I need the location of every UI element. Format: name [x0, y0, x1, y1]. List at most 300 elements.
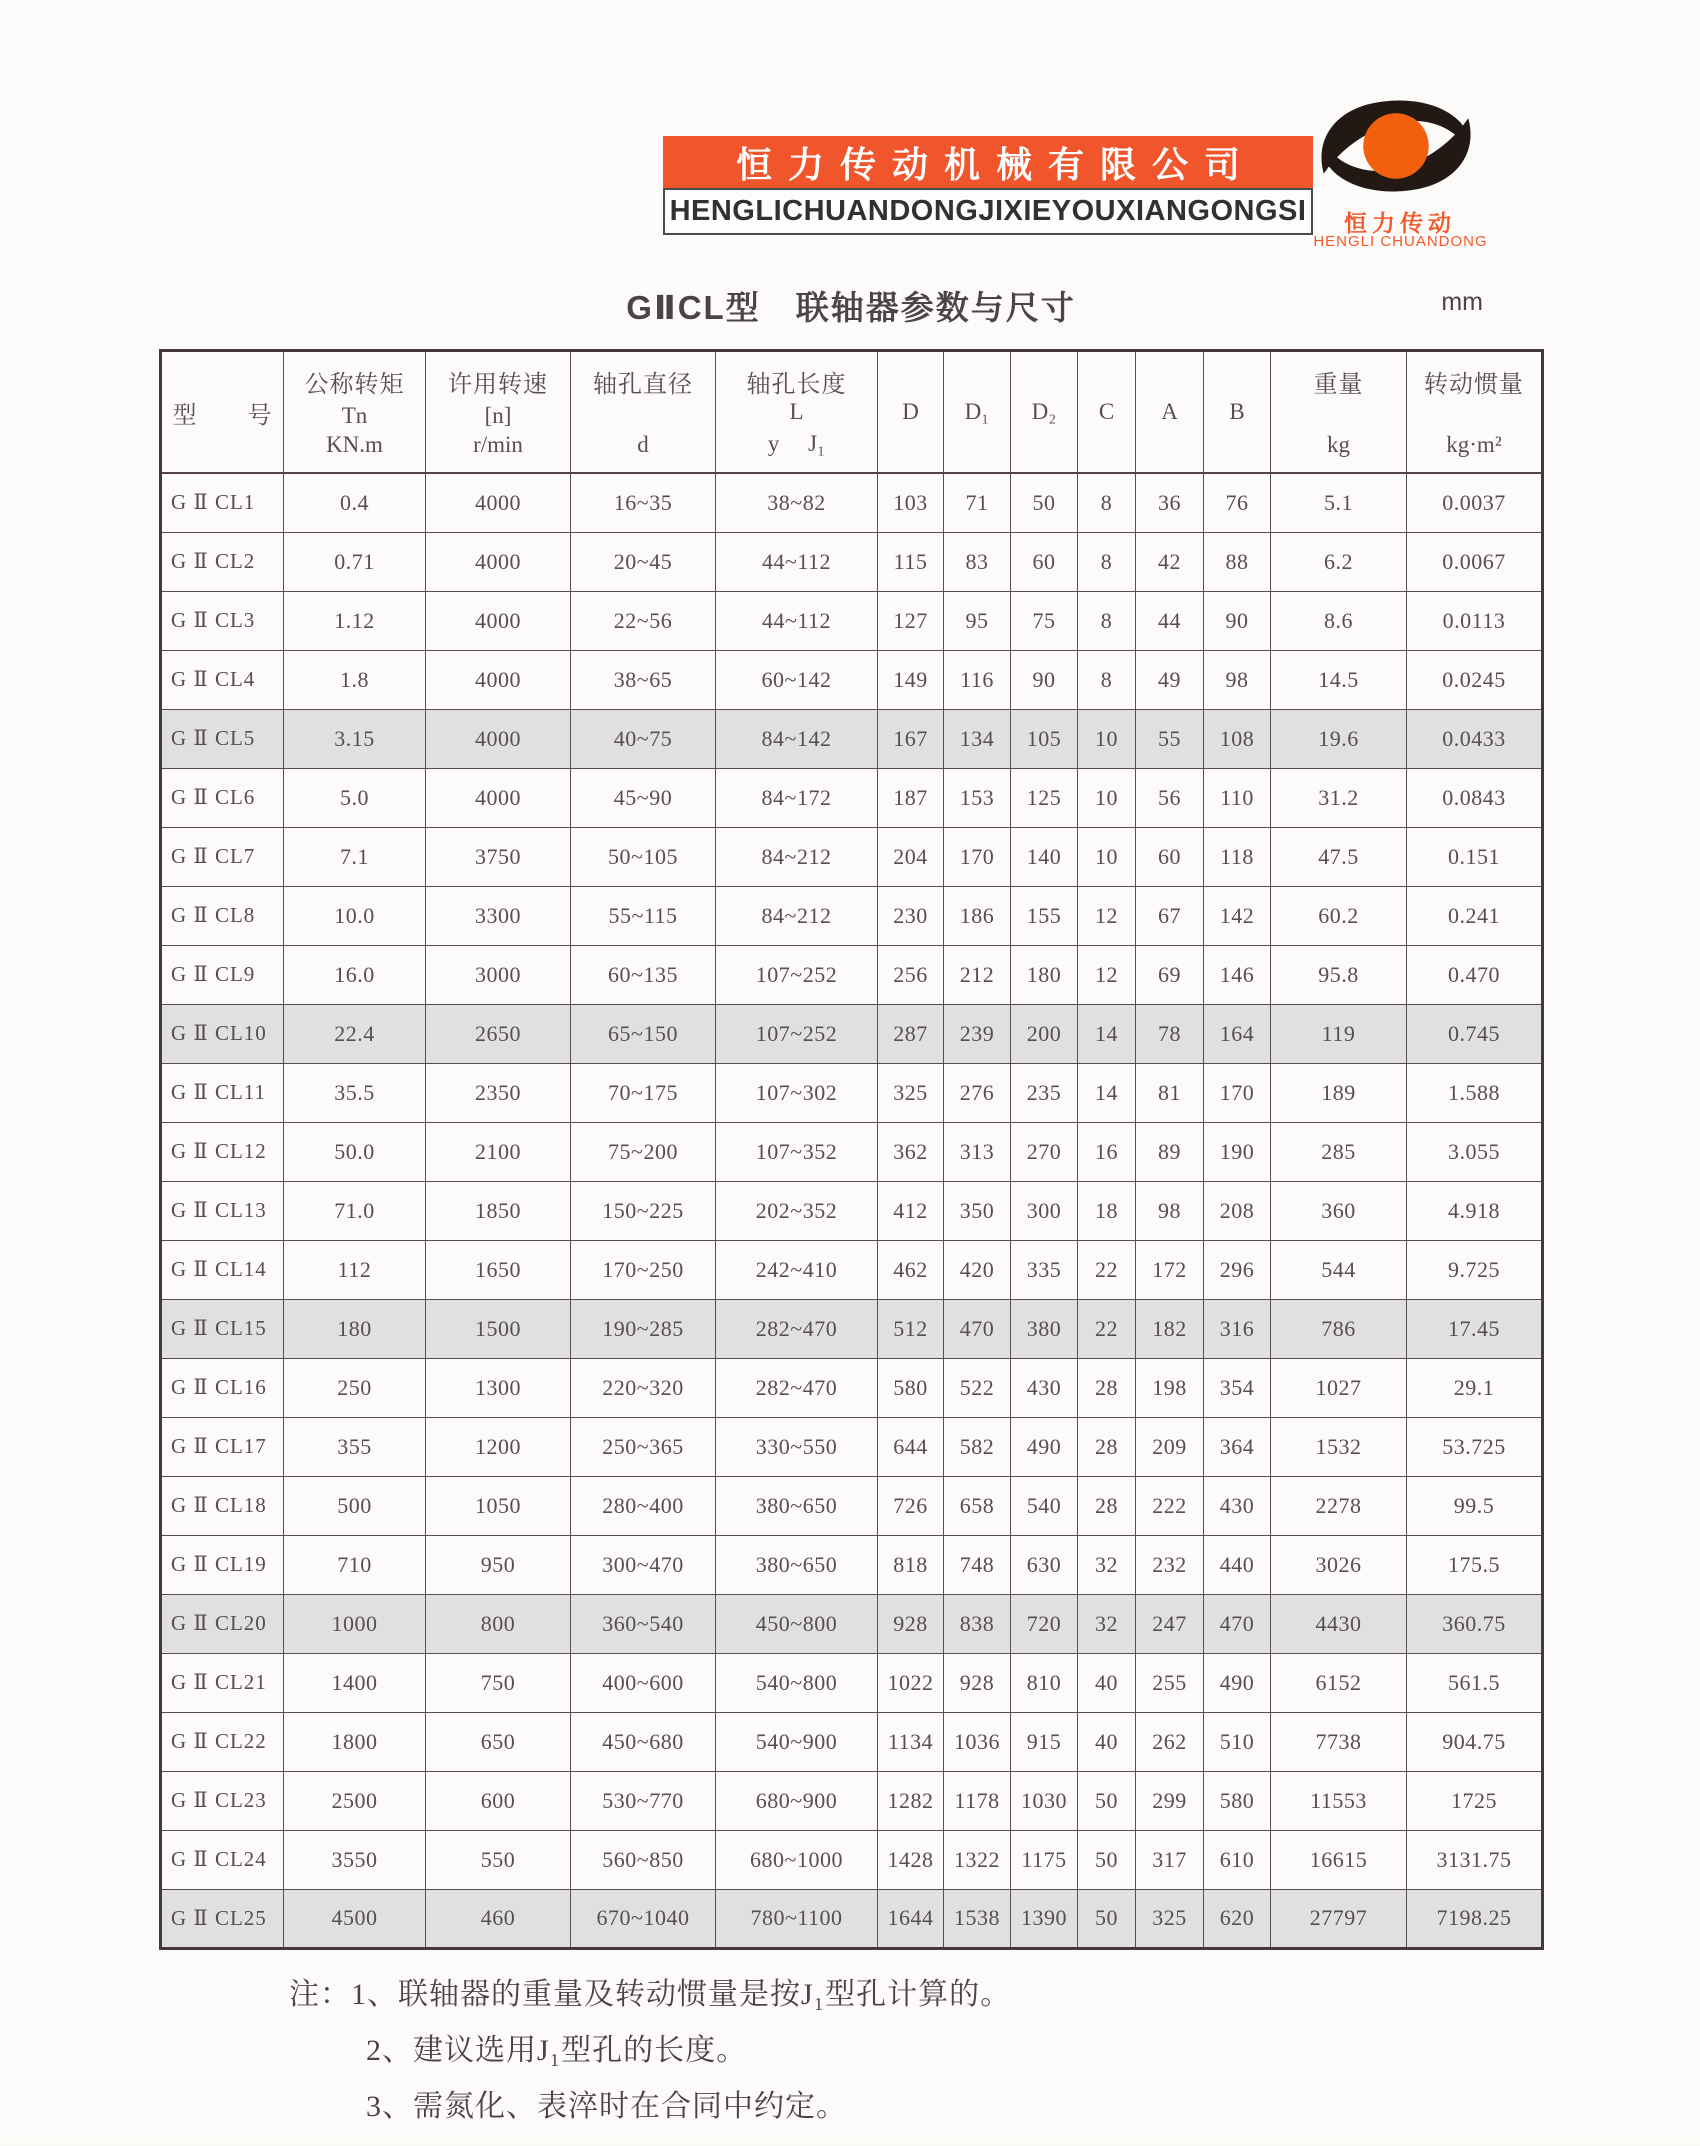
table-cell: 644	[878, 1417, 944, 1476]
table-cell: 50.0	[284, 1122, 426, 1181]
logo-text-cn: 恒力传动	[1344, 210, 1456, 236]
table-row	[161, 1358, 1543, 1417]
table-cell: 4000	[426, 709, 571, 768]
table-cell: 3000	[426, 945, 571, 1004]
table-cell: 8	[1078, 650, 1136, 709]
table-cell: 710	[284, 1535, 426, 1594]
table-cell: 95.8	[1271, 945, 1407, 1004]
table-cell: 1800	[284, 1712, 426, 1771]
table-cell: 10	[1078, 709, 1136, 768]
table-cell: 500	[284, 1476, 426, 1535]
table-cell: 325	[878, 1063, 944, 1122]
col-symbol: L	[789, 399, 804, 424]
table-cell: 239	[944, 1004, 1011, 1063]
table-cell: 10	[1078, 827, 1136, 886]
table-cell: 580	[1204, 1771, 1271, 1830]
table-cell: 726	[878, 1476, 944, 1535]
table-cell: 0.745	[1407, 1004, 1543, 1063]
table-cell: 7738	[1271, 1712, 1407, 1771]
company-name-pinyin: HENGLICHUANDONGJIXIEYOUXIANGONGSI	[669, 195, 1307, 227]
table-cell: 107~302	[716, 1063, 878, 1122]
table-row	[161, 591, 1543, 650]
table-cell: 230	[878, 886, 944, 945]
table-cell: 748	[944, 1535, 1011, 1594]
table-cell: 915	[1011, 1712, 1078, 1771]
table-cell: 116	[944, 650, 1011, 709]
table-cell: 200	[1011, 1004, 1078, 1063]
table-cell: 270	[1011, 1122, 1078, 1181]
table-cell: 3.055	[1407, 1122, 1543, 1181]
col-label: A	[1161, 399, 1178, 424]
table-cell: 250	[284, 1358, 426, 1417]
table-cell: 247	[1136, 1594, 1204, 1653]
note-prefix: 注：	[289, 1978, 351, 2011]
table-cell: 810	[1011, 1653, 1078, 1712]
table-cell: 83	[944, 532, 1011, 591]
table-cell: 28	[1078, 1476, 1136, 1535]
table-cell: 172	[1136, 1240, 1204, 1299]
table-cell: 6.2	[1271, 532, 1407, 591]
table-body	[161, 473, 1543, 1948]
col-D1	[944, 351, 1011, 474]
table-cell: 1390	[1011, 1889, 1078, 1948]
table-cell: 1027	[1271, 1358, 1407, 1417]
table-cell: 22~56	[571, 591, 716, 650]
table-cell: 0.151	[1407, 827, 1543, 886]
table-cell: 44~112	[716, 591, 878, 650]
table-cell: 620	[1204, 1889, 1271, 1948]
table-cell: 10.0	[284, 886, 426, 945]
table-cell: 155	[1011, 886, 1078, 945]
note-line	[289, 1978, 1011, 2011]
table-cell: 40~75	[571, 709, 716, 768]
model-cell: G Ⅱ CL19	[161, 1535, 284, 1594]
model-cell: G Ⅱ CL5	[161, 709, 284, 768]
table-cell: 1282	[878, 1771, 944, 1830]
table-cell: 204	[878, 827, 944, 886]
model-cell: G Ⅱ CL15	[161, 1299, 284, 1358]
table-cell: 530~770	[571, 1771, 716, 1830]
table-cell: 8	[1078, 591, 1136, 650]
col-torque	[284, 351, 426, 474]
col-speed	[426, 351, 571, 474]
table-cell: 325	[1136, 1889, 1204, 1948]
table-cell: 928	[944, 1653, 1011, 1712]
table-cell: 355	[284, 1417, 426, 1476]
table-cell: 7198.25	[1407, 1889, 1543, 1948]
table-cell: 4.918	[1407, 1181, 1543, 1240]
table-cell: 180	[284, 1299, 426, 1358]
model-cell: G Ⅱ CL6	[161, 768, 284, 827]
table-cell: 786	[1271, 1299, 1407, 1358]
model-cell: G Ⅱ CL9	[161, 945, 284, 1004]
table-cell: 16~35	[571, 473, 716, 532]
table-cell: 10	[1078, 768, 1136, 827]
table-row	[161, 1476, 1543, 1535]
table-cell: 364	[1204, 1417, 1271, 1476]
table-cell: 12	[1078, 945, 1136, 1004]
table-cell: 0.241	[1407, 886, 1543, 945]
table-cell: 430	[1011, 1358, 1078, 1417]
table-cell: 582	[944, 1417, 1011, 1476]
table-cell: 630	[1011, 1535, 1078, 1594]
table-cell: 146	[1204, 945, 1271, 1004]
table-cell: 170~250	[571, 1240, 716, 1299]
table-cell: 110	[1204, 768, 1271, 827]
table-cell: 40	[1078, 1653, 1136, 1712]
table-cell: 103	[878, 473, 944, 532]
table-cell: 22	[1078, 1299, 1136, 1358]
table-row	[161, 1594, 1543, 1653]
table-cell: 670~1040	[571, 1889, 716, 1948]
table-cell: 60	[1011, 532, 1078, 591]
table-cell: 250~365	[571, 1417, 716, 1476]
table-cell: 3300	[426, 886, 571, 945]
table-cell: 1178	[944, 1771, 1011, 1830]
table-cell: 107~352	[716, 1122, 878, 1181]
model-cell: G Ⅱ CL21	[161, 1653, 284, 1712]
table-cell: 8	[1078, 532, 1136, 591]
table-cell: 19.6	[1271, 709, 1407, 768]
model-cell: G Ⅱ CL8	[161, 886, 284, 945]
table-cell: 4500	[284, 1889, 426, 1948]
table-cell: 60~135	[571, 945, 716, 1004]
table-cell: 222	[1136, 1476, 1204, 1535]
table-cell: 20~45	[571, 532, 716, 591]
table-cell: 0.0433	[1407, 709, 1543, 768]
table-cell: 150~225	[571, 1181, 716, 1240]
table-cell: 53.725	[1407, 1417, 1543, 1476]
table-cell: 680~900	[716, 1771, 878, 1830]
table-cell: 180	[1011, 945, 1078, 1004]
model-cell: G Ⅱ CL17	[161, 1417, 284, 1476]
model-cell: G Ⅱ CL23	[161, 1771, 284, 1830]
table-cell: 28	[1078, 1417, 1136, 1476]
table-cell: 750	[426, 1653, 571, 1712]
table-cell: 4000	[426, 532, 571, 591]
table-cell: 544	[1271, 1240, 1407, 1299]
table-cell: 190~285	[571, 1299, 716, 1358]
table-cell: 316	[1204, 1299, 1271, 1358]
table-cell: 282~470	[716, 1299, 878, 1358]
table-cell: 7.1	[284, 827, 426, 886]
table-row	[161, 1122, 1543, 1181]
col-unit: r/min	[473, 432, 523, 457]
table-cell: 29.1	[1407, 1358, 1543, 1417]
table-cell: 1175	[1011, 1830, 1078, 1889]
table-cell: 780~1100	[716, 1889, 878, 1948]
title-row	[159, 282, 1543, 324]
table-cell: 1322	[944, 1830, 1011, 1889]
table-cell: 490	[1011, 1417, 1078, 1476]
table-cell: 107~252	[716, 1004, 878, 1063]
table-cell: 360	[1271, 1181, 1407, 1240]
table-cell: 198	[1136, 1358, 1204, 1417]
table-cell: 44~112	[716, 532, 878, 591]
table-cell: 55	[1136, 709, 1204, 768]
table-cell: 98	[1136, 1181, 1204, 1240]
table-cell: 420	[944, 1240, 1011, 1299]
note-line	[289, 2090, 1011, 2123]
table-cell: 1725	[1407, 1771, 1543, 1830]
table-cell: 50	[1078, 1771, 1136, 1830]
table-cell: 153	[944, 768, 1011, 827]
table-cell: 112	[284, 1240, 426, 1299]
table-cell: 400~600	[571, 1653, 716, 1712]
table-cell: 650	[426, 1712, 571, 1771]
table-cell: 2650	[426, 1004, 571, 1063]
col-unit: kg·m²	[1446, 432, 1502, 457]
table-row	[161, 1771, 1543, 1830]
table-cell: 49	[1136, 650, 1204, 709]
table-cell: 76	[1204, 473, 1271, 532]
table-cell: 8.6	[1271, 591, 1407, 650]
page-title: GⅡCL型 联轴器参数与尺寸	[626, 289, 1076, 326]
table-row	[161, 1240, 1543, 1299]
table-cell: 60.2	[1271, 886, 1407, 945]
table-cell: 838	[944, 1594, 1011, 1653]
table-cell: 12	[1078, 886, 1136, 945]
table-cell: 84~212	[716, 886, 878, 945]
table-cell: 71	[944, 473, 1011, 532]
table-cell: 8	[1078, 473, 1136, 532]
table-cell: 818	[878, 1535, 944, 1594]
table-cell: 1300	[426, 1358, 571, 1417]
company-name-cn: 恒力传动机械有限公司	[735, 143, 1256, 185]
model-cell: G Ⅱ CL12	[161, 1122, 284, 1181]
model-cell: G Ⅱ CL18	[161, 1476, 284, 1535]
table-cell: 4000	[426, 768, 571, 827]
table-cell: 81	[1136, 1063, 1204, 1122]
table-cell: 510	[1204, 1712, 1271, 1771]
col-label: 型 号	[172, 402, 273, 429]
table-cell: 470	[1204, 1594, 1271, 1653]
table-row	[161, 1889, 1543, 1948]
table-cell: 296	[1204, 1240, 1271, 1299]
table-row	[161, 1063, 1543, 1122]
table-cell: 5.1	[1271, 473, 1407, 532]
table-cell: 9.725	[1407, 1240, 1543, 1299]
table-row	[161, 532, 1543, 591]
table-cell: 928	[878, 1594, 944, 1653]
col-model	[161, 351, 284, 474]
table-cell: 680~1000	[716, 1830, 878, 1889]
table-cell: 1644	[878, 1889, 944, 1948]
table-cell: 50	[1078, 1830, 1136, 1889]
table-cell: 35.5	[284, 1063, 426, 1122]
table-cell: 167	[878, 709, 944, 768]
table-cell: 4430	[1271, 1594, 1407, 1653]
model-cell: G Ⅱ CL4	[161, 650, 284, 709]
table-cell: 50~105	[571, 827, 716, 886]
table-cell: 462	[878, 1240, 944, 1299]
coupling-spec-table	[159, 349, 1544, 1950]
table-cell: 540~800	[716, 1653, 878, 1712]
table-cell: 232	[1136, 1535, 1204, 1594]
table-cell: 84~172	[716, 768, 878, 827]
table-cell: 317	[1136, 1830, 1204, 1889]
table-cell: 412	[878, 1181, 944, 1240]
table-cell: 1400	[284, 1653, 426, 1712]
table-cell: 16	[1078, 1122, 1136, 1181]
table-cell: 1036	[944, 1712, 1011, 1771]
header-row	[161, 351, 1543, 474]
model-cell: G Ⅱ CL13	[161, 1181, 284, 1240]
table-cell: 40	[1078, 1712, 1136, 1771]
table-cell: 1500	[426, 1299, 571, 1358]
table-cell: 67	[1136, 886, 1204, 945]
model-cell: G Ⅱ CL11	[161, 1063, 284, 1122]
table-row	[161, 473, 1543, 532]
note-text: 3、需氮化、表淬时在合同中约定。	[366, 2090, 847, 2123]
table-cell: 1538	[944, 1889, 1011, 1948]
table-cell: 0.0245	[1407, 650, 1543, 709]
table-cell: 1.588	[1407, 1063, 1543, 1122]
table-cell: 1650	[426, 1240, 571, 1299]
table-cell: 31.2	[1271, 768, 1407, 827]
note-line	[289, 2034, 1011, 2067]
table-cell: 78	[1136, 1004, 1204, 1063]
table-cell: 1428	[878, 1830, 944, 1889]
table-cell: 65~150	[571, 1004, 716, 1063]
col-weight	[1271, 351, 1407, 474]
model-cell: G Ⅱ CL25	[161, 1889, 284, 1948]
table-cell: 1.12	[284, 591, 426, 650]
table-cell: 56	[1136, 768, 1204, 827]
table-cell: 71.0	[284, 1181, 426, 1240]
col-label: D	[902, 399, 919, 424]
table-cell: 380	[1011, 1299, 1078, 1358]
col-unit: KN.m	[326, 432, 383, 457]
table-cell: 561.5	[1407, 1653, 1543, 1712]
table-cell: 287	[878, 1004, 944, 1063]
col-symbol: d	[637, 432, 649, 457]
table-cell: 282~470	[716, 1358, 878, 1417]
table-cell: 36	[1136, 473, 1204, 532]
table-cell: 800	[426, 1594, 571, 1653]
table-cell: 44	[1136, 591, 1204, 650]
col-label: 重量	[1313, 372, 1364, 398]
col-label: 轴孔直径	[593, 372, 693, 398]
table-row	[161, 1417, 1543, 1476]
table-cell: 99.5	[1407, 1476, 1543, 1535]
table-cell: 0.0843	[1407, 768, 1543, 827]
table-cell: 0.4	[284, 473, 426, 532]
table-cell: 22	[1078, 1240, 1136, 1299]
table-row	[161, 1830, 1543, 1889]
table-cell: 105	[1011, 709, 1078, 768]
model-cell: G Ⅱ CL16	[161, 1358, 284, 1417]
table-cell: 300~470	[571, 1535, 716, 1594]
col-D	[878, 351, 944, 474]
table-cell: 170	[944, 827, 1011, 886]
table-cell: 107~252	[716, 945, 878, 1004]
table-cell: 16615	[1271, 1830, 1407, 1889]
table-cell: 285	[1271, 1122, 1407, 1181]
table-cell: 600	[426, 1771, 571, 1830]
col-unit: kg	[1327, 432, 1350, 457]
table-cell: 580	[878, 1358, 944, 1417]
table-cell: 300	[1011, 1181, 1078, 1240]
table-cell: 50	[1011, 473, 1078, 532]
table-cell: 450~800	[716, 1594, 878, 1653]
table-cell: 212	[944, 945, 1011, 1004]
table-cell: 313	[944, 1122, 1011, 1181]
table-cell: 189	[1271, 1063, 1407, 1122]
table-cell: 3550	[284, 1830, 426, 1889]
table-cell: 1050	[426, 1476, 571, 1535]
table-cell: 55~115	[571, 886, 716, 945]
table-cell: 255	[1136, 1653, 1204, 1712]
table-cell: 335	[1011, 1240, 1078, 1299]
table-cell: 108	[1204, 709, 1271, 768]
table-cell: 115	[878, 532, 944, 591]
table-cell: 380~650	[716, 1476, 878, 1535]
table-cell: 1850	[426, 1181, 571, 1240]
table-cell: 88	[1204, 532, 1271, 591]
table-cell: 75~200	[571, 1122, 716, 1181]
table-cell: 45~90	[571, 768, 716, 827]
table-cell: 60~142	[716, 650, 878, 709]
table-cell: 3.15	[284, 709, 426, 768]
table-row	[161, 827, 1543, 886]
table-cell: 182	[1136, 1299, 1204, 1358]
table-cell: 98	[1204, 650, 1271, 709]
table-cell: 202~352	[716, 1181, 878, 1240]
table-cell: 11553	[1271, 1771, 1407, 1830]
table-cell: 0.0113	[1407, 591, 1543, 650]
table-cell: 208	[1204, 1181, 1271, 1240]
table-cell: 164	[1204, 1004, 1271, 1063]
table-cell: 209	[1136, 1417, 1204, 1476]
table-cell: 84~142	[716, 709, 878, 768]
company-pinyin-box	[663, 188, 1313, 235]
table-header	[161, 351, 1543, 474]
table-cell: 47.5	[1271, 827, 1407, 886]
table-cell: 142	[1204, 886, 1271, 945]
table-cell: 1134	[878, 1712, 944, 1771]
note-text: 2、建议选用J₁型孔的长度。	[366, 2034, 748, 2067]
col-label: 公称转矩	[304, 372, 405, 398]
table-cell: 235	[1011, 1063, 1078, 1122]
table-cell: 95	[944, 591, 1011, 650]
table-cell: 242~410	[716, 1240, 878, 1299]
table-cell: 186	[944, 886, 1011, 945]
table-cell: 69	[1136, 945, 1204, 1004]
table-cell: 17.45	[1407, 1299, 1543, 1358]
table-cell: 1022	[878, 1653, 944, 1712]
col-inertia	[1407, 351, 1543, 474]
table-row	[161, 768, 1543, 827]
table-cell: 127	[878, 591, 944, 650]
table-cell: 0.470	[1407, 945, 1543, 1004]
notes	[289, 1978, 1011, 2146]
table-cell: 2350	[426, 1063, 571, 1122]
table-cell: 950	[426, 1535, 571, 1594]
table-cell: 14	[1078, 1063, 1136, 1122]
model-cell: G Ⅱ CL1	[161, 473, 284, 532]
company-banner	[663, 136, 1313, 188]
table-row	[161, 1535, 1543, 1594]
table-cell: 1030	[1011, 1771, 1078, 1830]
table-cell: 4000	[426, 473, 571, 532]
table-cell: 90	[1204, 591, 1271, 650]
table-cell: 440	[1204, 1535, 1271, 1594]
table-cell: 27797	[1271, 1889, 1407, 1948]
note-text: 1、联轴器的重量及转动惯量是按J₁型孔计算的。	[351, 1978, 1012, 2011]
table-cell: 14.5	[1271, 650, 1407, 709]
table-cell: 38~82	[716, 473, 878, 532]
